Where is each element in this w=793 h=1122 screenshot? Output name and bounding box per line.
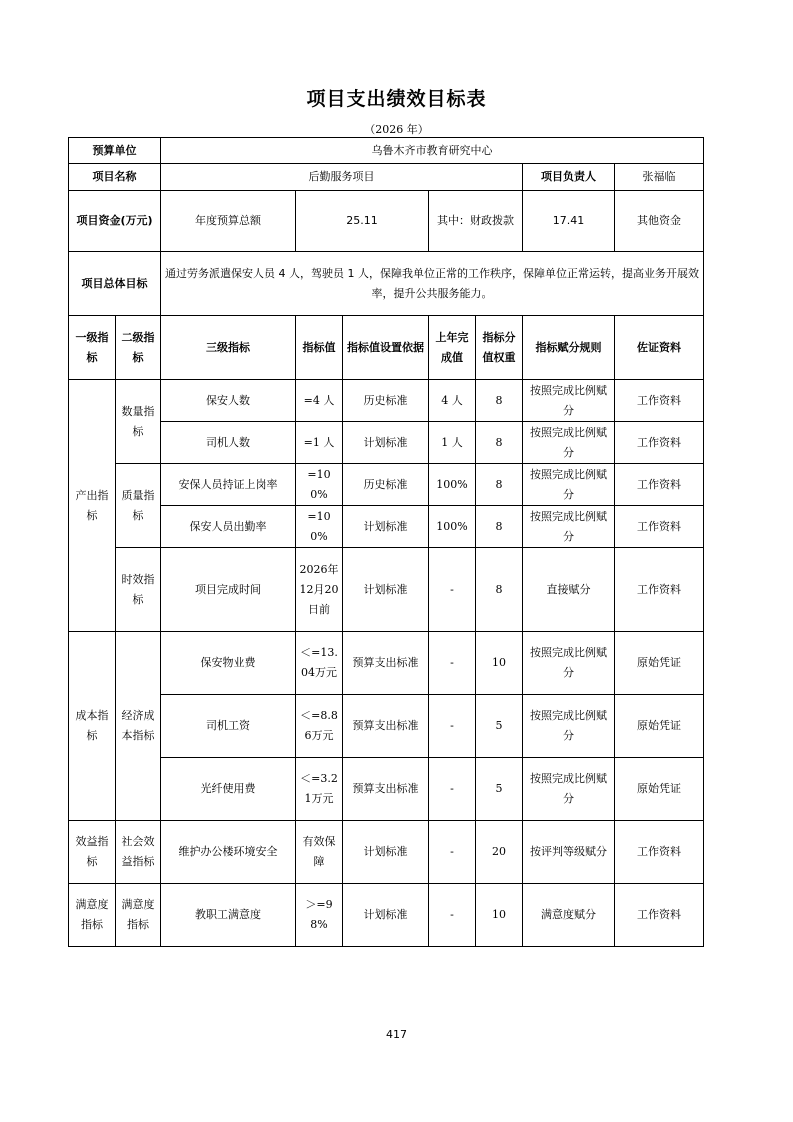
indicator-name: 项目完成时间 xyxy=(161,548,296,632)
group-output: 产出指标 xyxy=(69,380,116,632)
indicator-value: ＜=13.04万元 xyxy=(296,632,343,695)
group-timeliness: 时效指标 xyxy=(116,548,161,632)
col-basis: 指标值设置依据 xyxy=(343,316,429,380)
indicator-value: 2026年12月20日前 xyxy=(296,548,343,632)
page-title: 项目支出绩效目标表 xyxy=(306,88,487,110)
project-name-value: 后勤服务项目 xyxy=(161,164,523,191)
indicator-basis: 预算支出标准 xyxy=(343,632,429,695)
budget-unit-label: 预算单位 xyxy=(69,138,161,164)
indicator-weight: 5 xyxy=(476,758,523,821)
indicator-rule: 满意度赋分 xyxy=(523,884,615,947)
group-cost: 成本指标 xyxy=(69,632,116,821)
indicator-name: 光纤使用费 xyxy=(161,758,296,821)
indicator-basis: 计划标准 xyxy=(343,548,429,632)
indicator-rule: 按照完成比例赋分 xyxy=(523,380,615,422)
col-last-year: 上年完成值 xyxy=(429,316,476,380)
group-quantity: 数量指标 xyxy=(116,380,161,464)
indicator-last: 4 人 xyxy=(429,380,476,422)
indicator-basis: 预算支出标准 xyxy=(343,695,429,758)
indicator-name: 司机工资 xyxy=(161,695,296,758)
indicator-weight: 8 xyxy=(476,380,523,422)
indicator-basis: 预算支出标准 xyxy=(343,758,429,821)
indicator-evidence: 原始凭证 xyxy=(615,695,704,758)
indicator-value: =100% xyxy=(296,464,343,506)
group-economic-cost: 经济成本指标 xyxy=(116,632,161,821)
group-social-benefit: 社会效益指标 xyxy=(116,821,161,884)
project-lead-value: 张福临 xyxy=(615,164,704,191)
page-number: 417 xyxy=(386,1028,407,1041)
indicator-evidence: 工作资料 xyxy=(615,422,704,464)
indicator-rule: 按照完成比例赋分 xyxy=(523,632,615,695)
col-level2: 二级指标 xyxy=(116,316,161,380)
indicator-rule: 按照完成比例赋分 xyxy=(523,506,615,548)
indicator-basis: 计划标准 xyxy=(343,422,429,464)
budget-unit-value: 乌鲁木齐市教育研究中心 xyxy=(161,138,704,164)
indicator-value: ＜=3.21万元 xyxy=(296,758,343,821)
indicator-last: - xyxy=(429,632,476,695)
indicator-last: - xyxy=(429,758,476,821)
col-weight: 指标分值权重 xyxy=(476,316,523,380)
indicator-weight: 8 xyxy=(476,422,523,464)
project-name-label: 项目名称 xyxy=(69,164,161,191)
indicator-evidence: 工作资料 xyxy=(615,464,704,506)
performance-table xyxy=(68,137,704,947)
indicator-evidence: 原始凭证 xyxy=(615,632,704,695)
indicator-last: - xyxy=(429,695,476,758)
indicator-basis: 计划标准 xyxy=(343,884,429,947)
project-lead-label: 项目负责人 xyxy=(523,164,615,191)
group-satisfaction: 满意度指标 xyxy=(69,884,116,947)
goal-label: 项目总体目标 xyxy=(69,252,161,316)
col-value: 指标值 xyxy=(296,316,343,380)
indicator-last: - xyxy=(429,884,476,947)
indicator-name: 保安物业费 xyxy=(161,632,296,695)
indicator-name: 保安人数 xyxy=(161,380,296,422)
indicator-weight: 10 xyxy=(476,884,523,947)
indicator-evidence: 工作资料 xyxy=(615,380,704,422)
year-label: （2026 年） xyxy=(364,123,429,136)
group-quality: 质量指标 xyxy=(116,464,161,548)
indicator-value: ＞=98% xyxy=(296,884,343,947)
group-satisfaction-sub: 满意度指标 xyxy=(116,884,161,947)
col-rule: 指标赋分规则 xyxy=(523,316,615,380)
indicator-weight: 8 xyxy=(476,506,523,548)
indicator-name: 维护办公楼环境安全 xyxy=(161,821,296,884)
col-level1: 一级指标 xyxy=(69,316,116,380)
indicator-basis: 历史标准 xyxy=(343,380,429,422)
indicator-evidence: 原始凭证 xyxy=(615,758,704,821)
indicator-last: 100% xyxy=(429,464,476,506)
indicator-weight: 8 xyxy=(476,464,523,506)
indicator-rule: 按评判等级赋分 xyxy=(523,821,615,884)
indicator-last: 1 人 xyxy=(429,422,476,464)
indicator-last: - xyxy=(429,548,476,632)
col-level3: 三级指标 xyxy=(161,316,296,380)
indicator-basis: 历史标准 xyxy=(343,464,429,506)
other-funds-label: 其他资金 xyxy=(615,191,704,252)
goal-text: 通过劳务派遣保安人员 4 人，驾驶员 1 人，保障我单位正常的工作秩序，保障单位正常运转，提高业务开展效率，提升公共服务能力。 xyxy=(161,252,704,316)
indicator-name: 教职工满意度 xyxy=(161,884,296,947)
indicator-weight: 5 xyxy=(476,695,523,758)
indicator-last: - xyxy=(429,821,476,884)
annual-total-value: 25.11 xyxy=(296,191,429,252)
indicator-name: 保安人员出勤率 xyxy=(161,506,296,548)
indicator-evidence: 工作资料 xyxy=(615,884,704,947)
indicator-value: =1 人 xyxy=(296,422,343,464)
indicator-last: 100% xyxy=(429,506,476,548)
indicator-evidence: 工作资料 xyxy=(615,548,704,632)
indicator-rule: 按照完成比例赋分 xyxy=(523,422,615,464)
indicator-rule: 按照完成比例赋分 xyxy=(523,695,615,758)
indicator-evidence: 工作资料 xyxy=(615,821,704,884)
indicator-weight: 20 xyxy=(476,821,523,884)
group-benefit: 效益指标 xyxy=(69,821,116,884)
indicator-value: =100% xyxy=(296,506,343,548)
indicator-weight: 10 xyxy=(476,632,523,695)
indicator-value: ＜=8.86万元 xyxy=(296,695,343,758)
indicator-name: 司机人数 xyxy=(161,422,296,464)
indicator-rule: 按照完成比例赋分 xyxy=(523,464,615,506)
indicator-rule: 直接赋分 xyxy=(523,548,615,632)
funds-label: 项目资金(万元) xyxy=(69,191,161,252)
indicator-evidence: 工作资料 xyxy=(615,506,704,548)
col-evidence: 佐证资料 xyxy=(615,316,704,380)
indicator-value: =4 人 xyxy=(296,380,343,422)
fiscal-value: 17.41 xyxy=(523,191,615,252)
indicator-weight: 8 xyxy=(476,548,523,632)
indicator-name: 安保人员持证上岗率 xyxy=(161,464,296,506)
indicator-value: 有效保障 xyxy=(296,821,343,884)
indicator-rule: 按照完成比例赋分 xyxy=(523,758,615,821)
indicator-basis: 计划标准 xyxy=(343,506,429,548)
annual-total-label: 年度预算总额 xyxy=(161,191,296,252)
fiscal-label: 其中：财政拨款 xyxy=(429,191,523,252)
indicator-basis: 计划标准 xyxy=(343,821,429,884)
